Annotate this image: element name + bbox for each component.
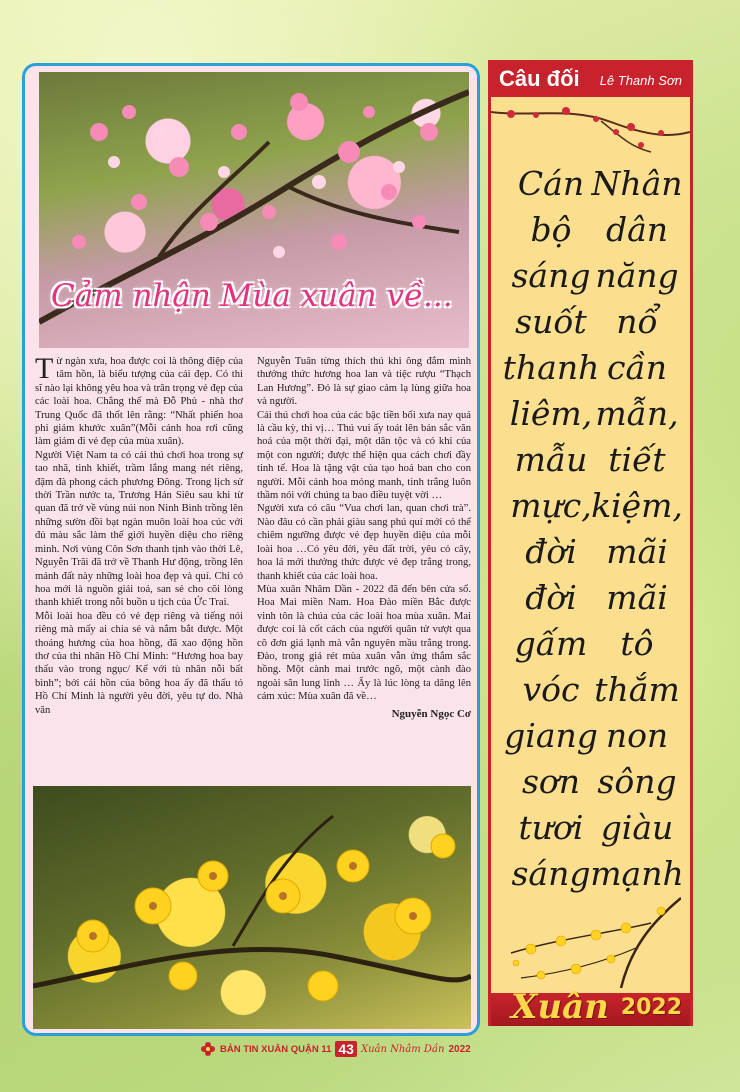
article-title: Cảm nhận Mùa xuân về... <box>51 278 453 314</box>
couplet-word: liêm, <box>509 394 593 433</box>
couplet-word: tươi <box>518 808 584 847</box>
apricot-blossom-photo <box>33 786 471 1029</box>
couplet-word: bộ <box>530 210 572 249</box>
couplet-word: cần <box>607 348 667 387</box>
couplet-word: mãi <box>606 578 668 617</box>
page-footer <box>200 1036 471 1062</box>
couplet-header <box>491 63 690 97</box>
page-number: 43 <box>335 1041 357 1057</box>
couplet-word: giàu <box>600 808 674 847</box>
couplet-word: sáng <box>511 854 591 893</box>
couplet-word: gấm <box>514 624 588 663</box>
article-paragraph: Người Việt Nam ta có cái thú chơi hoa trong sự tao nhã, tinh khiết, trầm lắng mang nét riêng, đậm đà phong cách phương Đông. Trong lịch sử thời Trần nước ta, Trương Hán Siêu sau khi từ quan đã trở về vùng núi non Ninh Bình trồng lên những sườn đồi bạt ngàn muôn loài hoa cúc với đủ màu sắc làm thế giới huyền diệu cho riêng mình. Nơi vùng Côn Sơn thanh tịnh vào thời Lê, Nguyễn Trãi đã trở về Thanh Hư động, trồng lên mảnh đất này những loài hoa đẹp và quí. Chỉ có hoa mới là nguồn giải toả, san sẻ cho cõi lòng thanh khiết trong nỗi buồn u tịch của Ức Trai. <box>35 449 243 609</box>
couplet-title: Câu đối <box>499 66 580 91</box>
article-paragraph: Người xưa có câu “Vua chơi lan, quan chơi trà”. Nào đâu có cần phải giàu sang phú quí mới có thể chiêm ngưỡng được vẻ đẹp huyền diệu của mỗi loài hoa …Có yêu đời, yêu đất trời, yêu cỏ cây, hoa lá mới thưởng thức được vẻ đẹp trắng trong, thanh khiết của các loài hoa. <box>257 503 471 582</box>
footer-edition: Xuân Nhâm Dần <box>360 1043 445 1055</box>
article-card <box>22 63 480 1036</box>
couplet-word: thanh <box>502 348 600 387</box>
peach-blossom-photo <box>39 72 469 348</box>
footer-publication: BẢN TIN XUÂN QUẬN 11 <box>220 1043 332 1055</box>
couplet-word: kiệm, <box>591 486 683 525</box>
couplet-word: Nhân <box>591 164 683 203</box>
article-author: Nguyễn Ngọc Cơ <box>391 707 471 720</box>
couplet-left-line <box>502 161 600 897</box>
couplet-word: vóc <box>522 670 580 709</box>
couplet-word: dân <box>605 210 669 249</box>
footer-year: 2022 <box>448 1043 471 1055</box>
apricot-sprig-icon <box>501 893 681 988</box>
couplet-word: Cán <box>517 164 585 203</box>
couplet-word: tiết <box>608 440 666 479</box>
couplet-word: sơn <box>521 762 581 801</box>
blossom-icon <box>200 1041 216 1057</box>
couplet-word: tô <box>620 624 654 663</box>
couplet-word: giang <box>504 716 598 755</box>
couplet-word: sông <box>597 762 677 801</box>
couplet-author: Lê Thanh Sơn <box>599 73 682 88</box>
couplet-word: non <box>605 716 669 755</box>
plum-branch-icon <box>491 97 690 157</box>
couplet-word: nổ <box>616 302 658 341</box>
article-left-column <box>35 352 243 717</box>
banner-year: 2022 <box>620 995 682 1020</box>
couplet-word: mực, <box>510 486 592 525</box>
article-paragraph: Cái thú chơi hoa của các bậc tiền bối xưa nay quả là cầu kỳ, thi vị… Thú vui ấy toát lên bản sắc văn hoá của một thời đại, một dân tộc và có khi của một con người; được thể hiện qua cách chơi đầy tinh tế. Hoa là tặng vật của tạo hoá ban cho con người. Mỗi cánh hoa mỏng manh, tinh trắng luôn thầm nói với chúng ta bao điều tuyệt vời … <box>257 409 471 502</box>
xuan-banner <box>491 987 690 1027</box>
article-right-column <box>257 355 471 721</box>
couplet-word: mẫn, <box>595 394 679 433</box>
article-paragraph: Mùa xuân Nhâm Dần - 2022 đã đến bên cửa sổ. Hoa Mai miền Nam. Hoa Đào miền Bắc được vinh tôn là chúa của các loài hoa mùa xuân. Mai được coi là cốt cách của người quân tử vượt qua cô đơn giá lạnh mà vẫn nguyên mầu trắng trong. Đào, trong giá rét mùa xuân vẫn ửng thắm sắc hồng. Một cành mai trước ngõ, một cành đào ngoài sân lung linh … Ấy là lúc lòng ta dâng lên cảm xúc: Mùa xuân đã về… <box>257 583 471 703</box>
couplet-word: đời <box>525 532 577 571</box>
couplet-right-line <box>591 161 683 897</box>
banner-word: Xuân <box>511 987 609 1027</box>
couplet-word: đời <box>525 578 577 617</box>
couplet-word: sáng <box>511 256 591 295</box>
couplet-word: suốt <box>515 302 587 341</box>
couplet-word: mẫu <box>514 440 588 479</box>
couplet-word: năng <box>595 256 679 295</box>
drop-cap: T <box>35 352 54 385</box>
couplet-word: thắm <box>594 670 680 709</box>
article-paragraph: Mỗi loài hoa đều có vẻ đẹp riêng và tiếng nói riêng mà mấy ai chia sẻ và nắm bắt được. Một thoáng hương của hoa hồng, đã xao động hồn thơ của thi nhân Hồ Chí Minh: “Hương hoa bay thấu vào trong ngục/ Kể với tù nhân nỗi bất bình”; bởi cái hồn của bông hoa ấy đã thấu tỏ Hồ Chí Minh là người yêu đời, yêu tự do. Nhà văn <box>35 610 243 716</box>
couplet-word: mạnh <box>590 854 684 893</box>
couplet-panel <box>488 60 693 1026</box>
article-paragraph: Nguyễn Tuân từng thích thú khi ông đắm mình thưởng thức hương hoa lan và tiệc rượu “Thạch Lan Hương”. Đó là sự giao cảm lạ lùng giữa hoa và người. <box>257 356 471 408</box>
apricot-branch-illustration <box>33 786 471 1029</box>
article-paragraph: Từ ngàn xưa, hoa được coi là thông điệp của tâm hồn, là biểu tượng của cái đẹp. Có thi sĩ nào lại không yêu hoa và trân trọng vẻ đẹp của các loài hoa. Chẳng thế mà Đỗ Phủ - nhà thơ Trung Quốc đã thốt lên rằng: “Nhất phiến hoa phi giảm khước xuân”(Mỗi cánh hoa rơi cũng làm giảm đi vẻ đẹp của mùa xuân). <box>35 352 243 448</box>
couplet-word: mãi <box>606 532 668 571</box>
